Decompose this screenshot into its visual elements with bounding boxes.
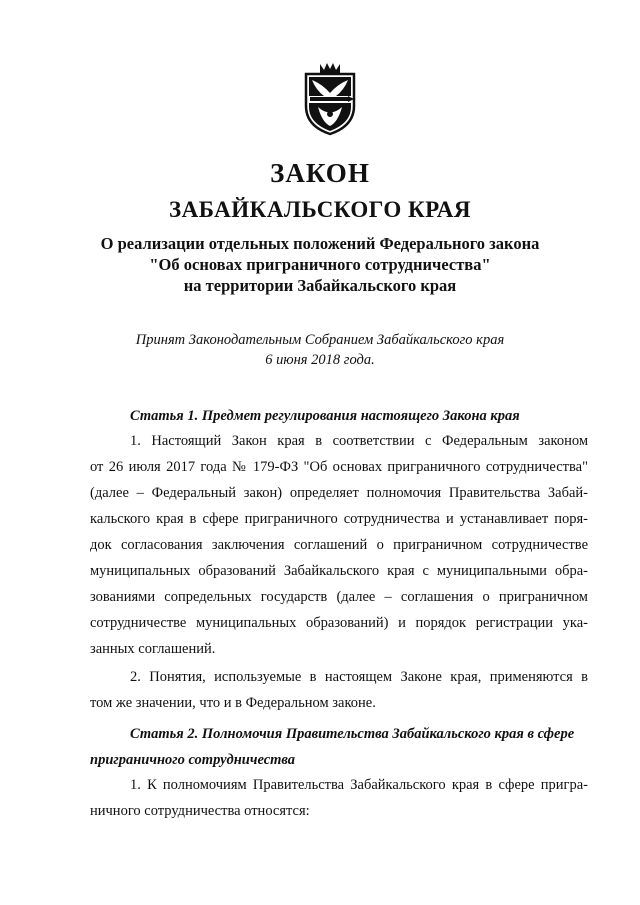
- subject-line: на территории Забайкальского края: [183, 276, 457, 295]
- article-1-paragraph-1: [90, 428, 588, 662]
- text-line: занных соглашений.: [90, 641, 216, 657]
- text-line: сотрудничестве муниципальных образований) и порядок регистрации ука-: [90, 615, 588, 631]
- article-1-paragraph-2: [90, 664, 588, 716]
- text-line: 1. Настоящий Закон края в соответствии с Федеральным законом: [130, 433, 588, 449]
- text-line: том же значении, что и в Федеральном законе.: [90, 695, 376, 711]
- article-2-heading: [90, 721, 610, 773]
- heading-line: Статья 2. Полномочия Правительства Забайкальского края в сфере: [130, 726, 575, 742]
- text-line: док согласования заключения соглашений о приграничном сотрудничестве: [90, 537, 588, 553]
- adoption-line: Принят Законодательным Собранием Забайкальского края: [135, 332, 505, 348]
- coat-of-arms-icon: [300, 60, 360, 136]
- text-line: кальского края в сфере приграничного сотрудничества и устанавливает поря-: [90, 511, 588, 527]
- article-1-heading: Статья 1. Предмет регулирования настоящего Закона края: [130, 408, 520, 424]
- heading-line: приграничного сотрудничества: [90, 752, 296, 768]
- subject-line: О реализации отдельных положений Федерального закона: [100, 234, 540, 253]
- text-line: 1. К полномочиям Правительства Забайкальского края в сфере пригра-: [130, 777, 588, 793]
- text-line: ничного сотрудничества относятся:: [90, 803, 310, 819]
- text-line: 2. Понятия, используемые в настоящем Законе края, применяются в: [130, 669, 588, 685]
- law-subject: [0, 233, 640, 296]
- text-line: от 26 июля 2017 года № 179-ФЗ "Об основах приграничного сотрудничества": [90, 459, 588, 475]
- document-region: ЗАБАЙКАЛЬСКОГО КРАЯ: [168, 197, 472, 222]
- document-title: ЗАКОН: [270, 158, 370, 188]
- text-line: (далее – Федеральный закон) определяет полномочия Правительства Забай-: [90, 485, 588, 501]
- adoption-note: [0, 330, 640, 370]
- subject-line: "Об основах приграничного сотрудничества": [149, 255, 491, 274]
- text-line: муниципальных образований Забайкальского края с муниципальными обра-: [90, 563, 588, 579]
- adoption-date: 6 июня 2018 года.: [265, 352, 375, 368]
- article-2-paragraph-1: [90, 772, 588, 824]
- text-line: зованиями сопредельных государств (далее – соглашения о приграничном: [90, 589, 588, 605]
